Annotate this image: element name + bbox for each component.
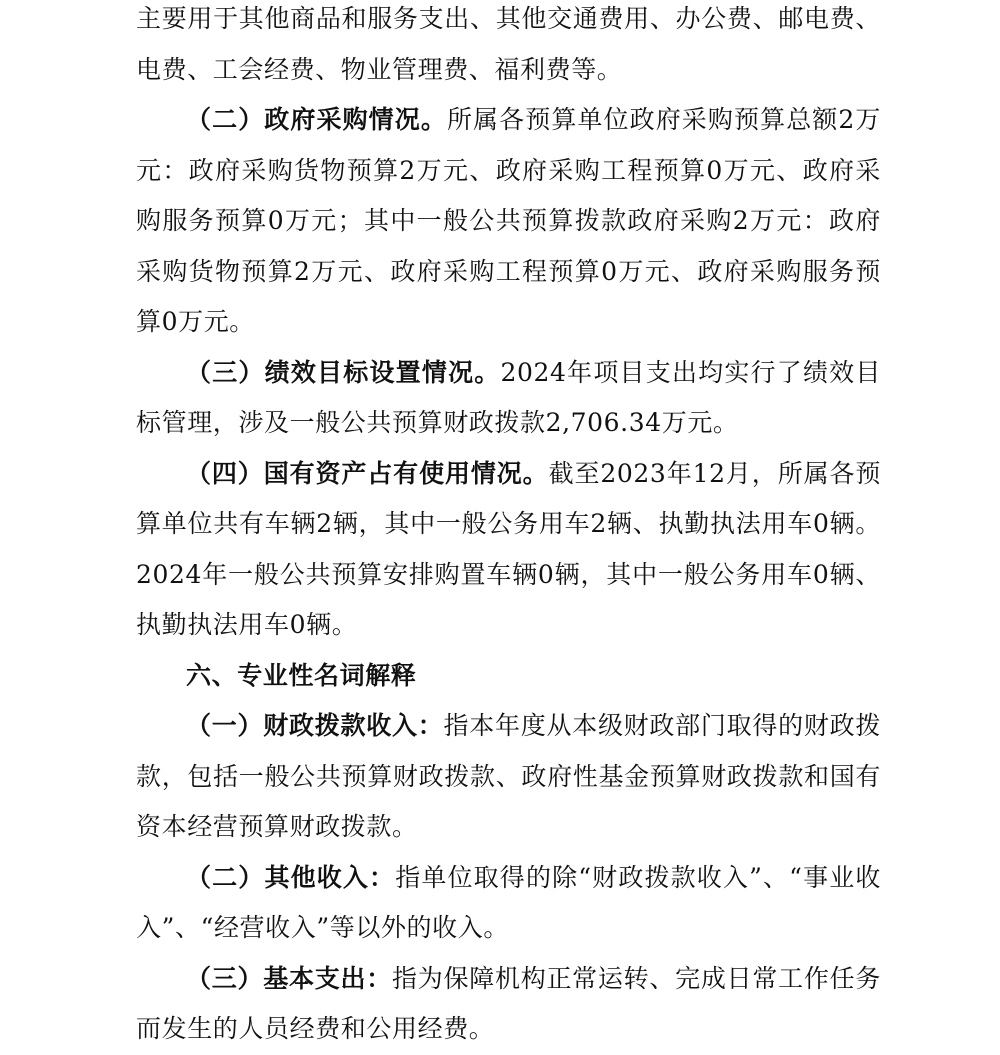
definition-term: （一）财政拨款收入： [186, 711, 444, 740]
definition-text: 指单位取得的除“财政拨款收入”、“事业收入”、“经营收入”等以外的收入。 [136, 862, 881, 942]
paragraph-text: 主要用于其他商品和服务支出、其他交通费用、办公费、邮电费、电费、工会经费、物业管理费、福利费等。 [136, 4, 881, 84]
document-page [136, 0, 881, 1055]
definition-text: 指本年度从本级财政部门取得的财政拨款，包括一般公共预算财政拨款、政府性基金预算财政拨款和国有资本经营预算财政拨款。 [136, 711, 881, 841]
paragraph-performance-targets [136, 348, 881, 449]
paragraph-text: 2024年项目支出均实行了绩效目标管理，涉及一般公共预算财政拨款2,706.34万元。 [136, 357, 881, 437]
paragraph-expense-items [136, 0, 881, 95]
section-heading: 六、专业性名词解释 [186, 660, 417, 690]
paragraph-government-procurement [136, 95, 881, 348]
paragraph-lead: （四）国有资产占有使用情况。 [186, 458, 549, 488]
paragraph-state-assets [136, 449, 881, 651]
paragraph-text: 截至2023年12月，所属各预算单位共有车辆2辆，其中一般公务用车2辆、执勤执法用车0辆。2024年一般公共预算安排购置车辆0辆，其中一般公务用车0辆、执勤执法用车0辆。 [136, 458, 881, 639]
definition-fiscal-appropriation-income [136, 701, 881, 853]
definition-other-income [136, 853, 881, 954]
definition-basic-expenditure [136, 954, 881, 1055]
paragraph-lead: （二）政府采购情况。 [186, 105, 447, 134]
definition-term: （三）基本支出： [186, 963, 392, 993]
definition-term: （二）其他收入： [186, 862, 396, 892]
paragraph-lead: （三）绩效目标设置情况。 [186, 357, 501, 387]
paragraph-text: 所属各预算单位政府采购预算总额2万元：政府采购货物预算2万元、政府采购工程预算0万元、政府采购服务预算0万元；其中一般公共预算拨款政府采购2万元：政府采购货物预算2万元、政府采购工程预算0万元、政府采购服务预算0万元。 [136, 105, 881, 336]
definition-text: 指为保障机构正常运转、完成日常工作任务而发生的人员经费和公用经费。 [136, 963, 881, 1043]
